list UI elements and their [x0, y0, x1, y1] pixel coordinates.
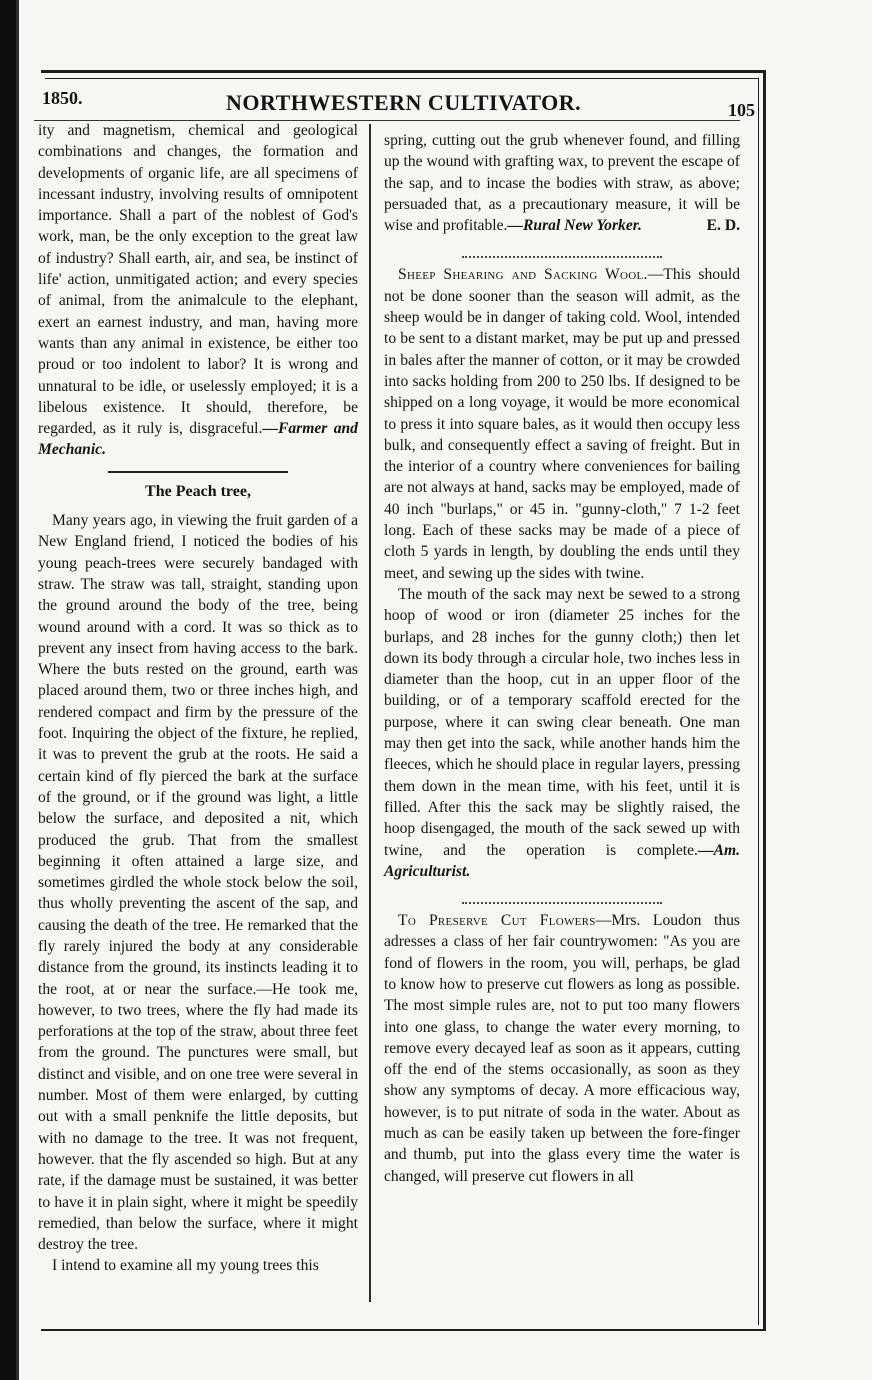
flowers-paragraph — [384, 910, 740, 1187]
peach-tree-heading: The Peach tree, — [145, 482, 251, 500]
wavy-separator — [462, 246, 662, 258]
peach-source: —Rural New Yorker. — [507, 217, 642, 235]
article-continuation — [38, 120, 358, 461]
sheep-text-1: —This should not be done sooner than the season will admit, as the sheep would be in danger of taking cold. Wool, intended to be sent to a distant market, may be put up and pressed in bales after the manner of cotton, or it may be crowded into sacks holding from 200 to 250 lbs. If designed to be shipped on a long voyage, it would be more economical to press it into square bales, as it would then occupy less bulk, and consequently effect a saving of freight. But in the interior of a country where conveniences for bailing are not always at hand, sacks may be employed, made of 40 inch "burlaps," or 45 in. "gunny-cloth," 7 1-2 feet long. Each of these sacks may be made of a piece of cloth 5 yards in length, by doubling the ends until they meet, and sewing up the sides with twine. — [384, 266, 740, 582]
page-header — [30, 86, 755, 122]
section-rule — [108, 471, 288, 473]
sheep-title: Sheep Shearing and Sacking Wool. — [398, 266, 648, 284]
continuation-text: ity and magnetism, chemical and geological combinations and changes, the formation and developments of organic life, are all specimens of incessant industry, involving results of omnipotent importance. Shall a part of the noblest of God's work, man, be the only exception to the great law of industry? Shall earth, air, and sea, be instinct of life' action, unmitigated action; and every species of animal, from the animalcule to the elephant, exert an earnest industry, and man, having more wants than any animal in existence, be either too proud or too indolent to labor? It is wrong and unnatural to be idle, or uselessly employed; it is a libelous existence. It should, therefore, be regarded, as it ruly is, disgraceful. — [38, 122, 358, 438]
flowers-text: —Mrs. Loudon thus adresses a class of her fair countrywomen: "As you are fond of flowers in the room, you will, perhaps, be glad to know how to preserve cut flowers as long as possible. The most simple rules are, not to put too many flowers into one glass, to change the water every morning, to remove every decayed leaf as soon as it appears, cutting off the end of the stems occasionally, as soon as they show any symptoms of decay. A more efficacious way, however, is to put nitrate of soda in the water. About as much as can be easily taken up between the fore-finger and thumb, put into the glass every time the water is changed, will preserve cut flowers in all — [384, 912, 740, 1185]
sheep-paragraph-2 — [384, 584, 740, 882]
sheep-source: —Am. Agriculturist. — [384, 841, 740, 880]
peach-continuation-text: spring, cutting out the grub whenever found, and filling up the wound with grafting wax, to prevent the escape of the sap, and to incase the bodies with straw, as above; persuaded that, as a precautionary measure, it will be wise and profitable. — [384, 132, 740, 235]
left-column — [38, 120, 358, 1277]
peach-paragraph-1: Many years ago, in viewing the fruit garden of a New England friend, I noticed the bodies of his young peach-trees were securely bandaged with straw. The straw was tall, straight, standing upon the ground around the body of the tree, being wound around with a cord. It was so thick as to prevent any insect from having access to the bark. Where the buts rested on the ground, earth was placed around them, two or three inches high, and rendered compact and firm by the pressure of the foot. Inquiring the object of the fixture, he replied, it was to prevent the grub at the roots. He said a certain kind of fly pierced the bark at the surface of the ground, or if the ground was light, a little below the surface, and deposited a nit, which produced the grub. That from the smallest beginning it often attained a large size, and sometimes girdled the whole stock below the soil, thus wholly preventing the ascent of the sap, and causing the death of the tree. He remarked that the fly rarely injured the body at any considerable distance from the ground, its instincts leading it to the root, at or near the surface.—He took me, however, to two trees, where the fly had made its perforations at the top of the straw, about three feet from the ground. The punctures were small, but distinct and visible, and on one tree were several in number. Most of them were enlarged, by cutting out with a small penknife the little deposits, but with no damage to the tree. It was not frequent, however. that the fly ascended so high. But at any rate, if the damage must be sustained, it was better to have it in plain sight, where it might be speedily remedied, than below the surface, where it might destroy the tree. — [38, 512, 358, 1254]
peach-signature: E. D. — [706, 217, 740, 235]
column-divider — [369, 124, 371, 1302]
header-page-number: 105 — [728, 100, 755, 120]
header-title: NORTHWESTERN CULTIVATOR. — [226, 90, 582, 115]
continuation-source: —Farmer and Mechanic. — [38, 420, 358, 459]
peach-continuation — [384, 130, 740, 236]
flowers-title: To Preserve Cut Flowers — [398, 912, 596, 930]
wavy-separator-2 — [462, 892, 662, 904]
sheep-text-2: The mouth of the sack may next be sewed to a strong hoop of wood or iron (diameter 25 inches for the burlaps, and 28 inches for the gunny cloth;) then let down its body through a circular hole, two inches less in diameter than the hoop, cut in an upper floor of the building, or of a temporary scaffold erected for the purpose, where it can swing clear beneath. One man may then get into the sack, while another hands him the fleeces, which he should place in regular layers, pressing them down in the mean time, with his feet, until it is filled. After this the sack may be slightly raised, the hoop disengaged, the mouth of the sack sewed up with twine, and the operation is complete. — [384, 585, 740, 859]
peach-paragraph-2: I intend to examine all my young trees this — [52, 1257, 319, 1275]
right-column — [384, 130, 740, 1187]
sheep-paragraph-1 — [384, 264, 740, 583]
header-year: 1850. — [42, 88, 83, 108]
